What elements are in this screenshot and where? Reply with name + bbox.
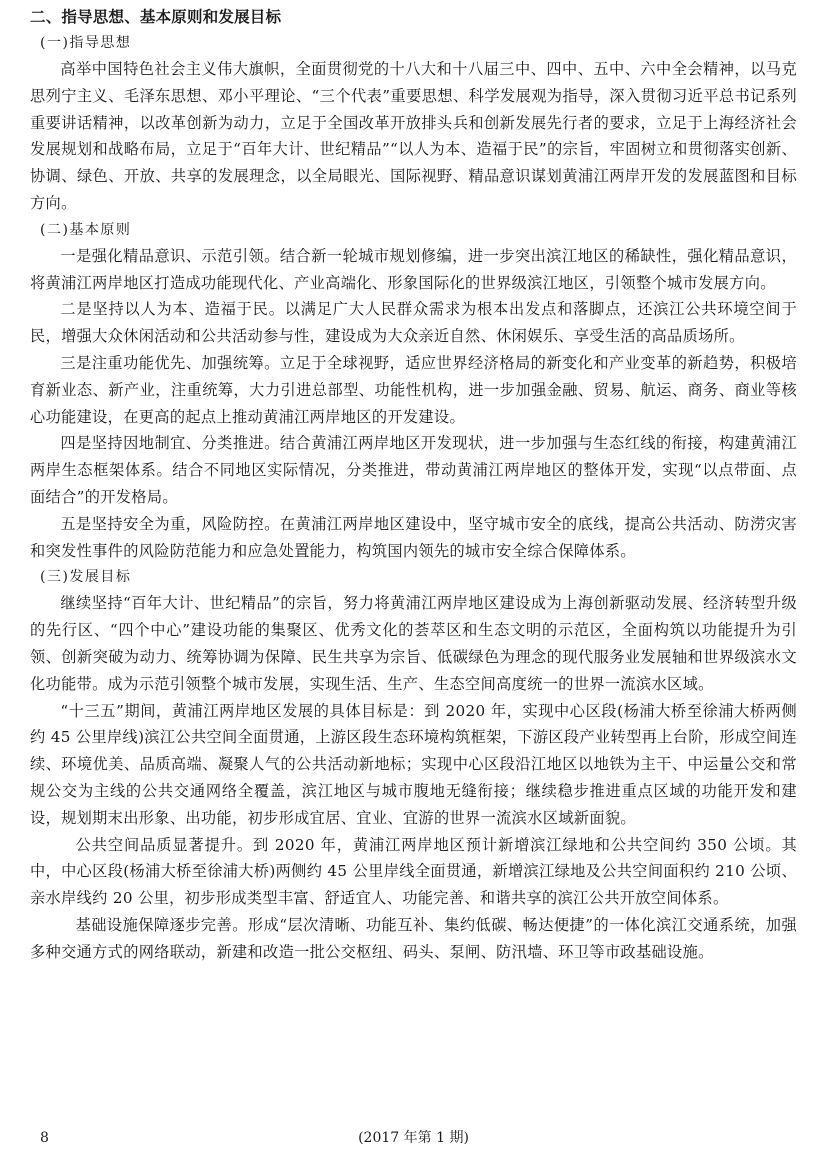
subsection-development-goals: (三)发展目标	[40, 569, 132, 586]
paragraph-public-space: 公共空间品质显著提升。到 2020 年，黄浦江两岸地区预计新增滨江绿地和公共空间约 350 公顷。其中，中心区段(杨浦大桥至徐浦大桥)两侧约 45 公里岸线全面贯通，新增滨江绿地及公共空间面积约 210 公顷、亲水岸线约 20 公里，初步形成类型丰富、舒适宜人、功能完善、和谐共享的滨江公共开放空间体系。	[30, 835, 797, 908]
subsection-basic-principles: (二)基本原则	[40, 221, 132, 238]
paragraph-principle-1: 一是强化精品意识、示范引领。结合新一轮城市规划修编，进一步突出滨江地区的稀缺性，强化精品意识，将黄浦江两岸地区打造成功能现代化、产业高端化、形象国际化的世界级滨江地区，引领整个城市发展方向。	[30, 246, 797, 292]
issue-label: (2017 年第 1 期)	[358, 1130, 469, 1146]
paragraph-infrastructure: 基础设施保障逐步完善。形成“层次清晰、功能互补、集约低碳、畅达便捷”的一体化滨江交通系统，加强多种交通方式的网络联动，新建和改造一批公交枢纽、码头、泵闸、防汛墙、环卫等市政基础设施。	[30, 915, 797, 961]
paragraph-principle-4: 四是坚持因地制宜、分类推进。结合黄浦江两岸地区开发现状，进一步加强与生态红线的衔接，构建黄浦江两岸生态框架体系。结合不同地区实际情况，分类推进，带动黄浦江两岸地区的整体开发，实现“以点带面、点面结合”的开发格局。	[30, 434, 797, 506]
paragraph-goals-13th-five-year: “十三五”期间，黄浦江两岸地区发展的具体目标是：到 2020 年，实现中心区段(杨浦大桥至徐浦大桥两侧约 45 公里岸线)滨江公共空间全面贯通，上游区段生态环境构筑框架，下游区段产业转型再上台阶，形成空间连续、环境优美、品质高端、凝聚人气的公共活动新地标；实现中心区段沿江地区以地铁为主干、中运量公交和常规公交为主线的公共交通网络全覆盖，滨江地区与城市腹地无缝衔接；继续稳步推进重点区域的功能开发和建设，规划期末出形象、出功能，初步形成宜居、宜业、宜游的世界一流滨水区域新面貌。	[30, 701, 797, 827]
paragraph-goals-overall: 继续坚持“百年大计、世纪精品”的宗旨，努力将黄浦江两岸地区建设成为上海创新驱动发展、经济转型升级的先行区、“四个中心”建设功能的集聚区、优秀文化的荟萃区和生态文明的示范区，全面构筑以功能提升为引领、创新突破为动力、统筹协调为保障、民生共享为宗旨、低碳绿色为理念的现代服务业发展轴和世界级滨水文化功能带。成为示范引领整个城市发展，实现生活、生产、生态空间高度统一的世界一流滨水区域。	[30, 594, 797, 693]
paragraph-principle-5: 五是坚持安全为重，风险防控。在黄浦江两岸地区建设中，坚守城市安全的底线，提高公共活动、防涝灾害和突发性事件的风险防范能力和应急处置能力，构筑国内领先的城市安全综合保障体系。	[30, 514, 797, 560]
paragraph-principle-3: 三是注重功能优先、加强统筹。立足于全球视野，适应世界经济格局的新变化和产业变革的新趋势，积极培育新业态、新产业，注重统筹，大力引进总部型、功能性机构，进一步加强金融、贸易、航运、商务、商业等核心功能建设，在更高的起点上推动黄浦江两岸地区的开发建设。	[30, 353, 797, 426]
page-number: 8	[40, 1130, 49, 1146]
paragraph-guiding-ideology: 高举中国特色社会主义伟大旗帜，全面贯彻党的十八大和十八届三中、四中、五中、六中全会精神，以马克思列宁主义、毛泽东思想、邓小平理论、“三个代表”重要思想、科学发展观为指导，深入贯彻习近平总书记系列重要讲话精神，以改革创新为动力，立足于全国改革开放排头兵和创新发展先行者的要求，立足于上海经济社会发展规划和战略布局，立足于“百年大计、世纪精品”“以人为本、造福于民”的宗旨，牢固树立和贯彻落实创新、协调、绿色、开放、共享的发展理念，以全局眼光、国际视野、精品意识谋划黄浦江两岸开发的发展蓝图和目标方向。	[30, 60, 797, 212]
subsection-guiding-ideology: (一)指导思想	[40, 35, 132, 51]
paragraph-principle-2: 二是坚持以人为本、造福于民。以满足广大人民群众需求为根本出发点和落脚点，还滨江公共环境空间于民，增强大众休闲活动和公共活动参与性，建设成为大众亲近自然、休闲娱乐、享受生活的高品质场所。	[30, 300, 797, 346]
section-title: 二、指导思想、基本原则和发展目标	[30, 8, 282, 26]
